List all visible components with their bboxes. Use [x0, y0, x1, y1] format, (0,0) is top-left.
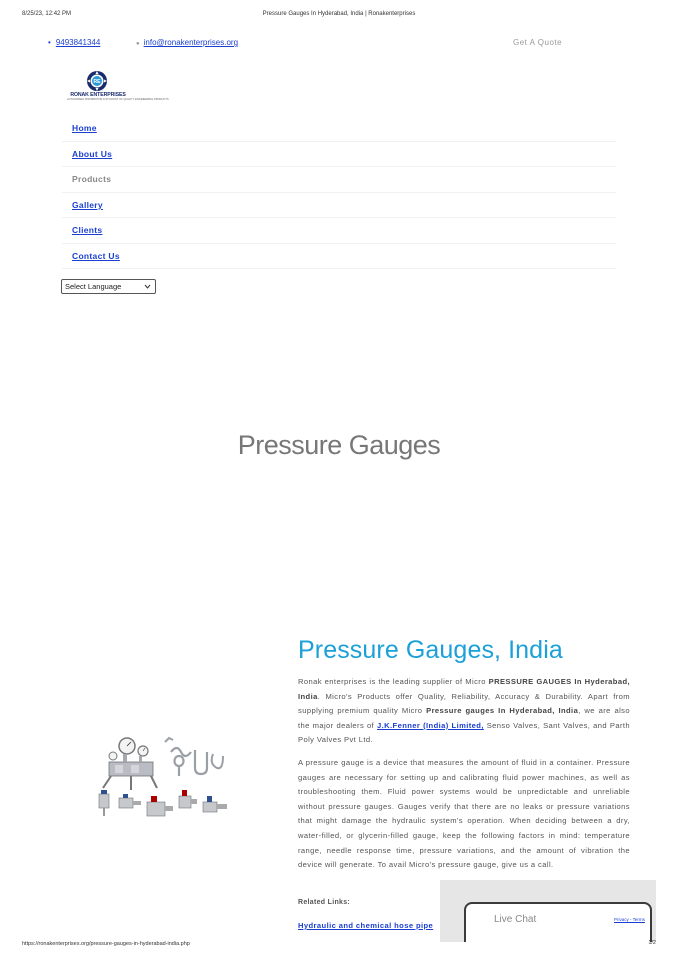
related-link-item [298, 921, 433, 930]
nav-item-clients [62, 218, 616, 244]
pressure-gauges-product-image [95, 732, 235, 832]
email-bullet-icon: ● [136, 41, 140, 47]
nav-item-gallery [62, 193, 616, 219]
hose-pipe-link[interactable]: Hydraulic and chemical hose pipe [298, 921, 434, 930]
nav-item-contact [62, 244, 616, 270]
nav-link-about[interactable]: About Us [72, 148, 113, 159]
nav-item-about [62, 142, 616, 168]
content-heading: Pressure Gauges, India [298, 636, 563, 664]
chevron-down-icon [144, 283, 151, 290]
nav-item-home [62, 116, 616, 142]
phone-link[interactable]: 9493841344 [55, 38, 101, 47]
logo-mark-icon [86, 70, 108, 92]
nav-link-home[interactable]: Home [72, 123, 97, 134]
live-chat-widget[interactable] [440, 880, 656, 942]
intro-paragraph: Ronak enterprises is the leading supplier of Micro PRESSURE GAUGES In Hyderabad, India. Micro's Products offer Quality, Reliability, Accuracy & Durability. Apart from supplying premium quality Micro Pressure gauges In Hyderabad, India, we are also the major dealers of J.K.Fenner (India) Limited, Senso Valves, Sant Valves, and Parth Poly Valves Pvt Ltd. [298, 677, 631, 745]
get-quote-button[interactable]: Get A Quote [513, 38, 563, 47]
print-page-number: 1/2 [648, 940, 656, 946]
logo-brand: RONAK ENTERPRISES [70, 92, 126, 98]
svg-text:RE: RE [93, 79, 101, 85]
live-chat-box[interactable] [464, 902, 652, 942]
phone-bullet-icon: • [48, 38, 51, 47]
language-select-value: Select Language [65, 282, 122, 291]
print-datetime: 8/25/23, 12:42 PM [22, 11, 72, 17]
privacy-terms-link[interactable]: Privacy - Terms [614, 917, 645, 922]
print-page-title: Pressure Gauges In Hyderabad, India | Ronakenterprises [262, 11, 416, 17]
print-url: https://ronakenterprises.org/pressure-gauges-in-hyderabad-india.php [22, 941, 190, 947]
hero-title: Pressure Gauges [237, 430, 441, 460]
contact-bar [0, 38, 678, 50]
nav-link-contact[interactable]: Contact Us [72, 250, 120, 261]
logo-tagline: AUTHORISED DISTRIBUTOR & STOCKIST OF QUALITY ENGINEERING PRODUCTS [67, 98, 169, 101]
site-logo[interactable] [67, 70, 169, 104]
nav-link-products[interactable]: Products [72, 174, 112, 185]
related-links-label: Related Links: [298, 899, 351, 906]
print-footer [22, 940, 662, 948]
fenner-link[interactable]: J.K.Fenner (India) Limited, [377, 720, 484, 730]
main-nav [62, 116, 616, 269]
nav-link-clients[interactable]: Clients [72, 225, 103, 236]
nav-item-products [62, 167, 616, 193]
email-link[interactable]: info@ronakenterprises.org [143, 38, 239, 47]
email-contact [136, 38, 238, 47]
language-select[interactable] [61, 279, 156, 294]
phone-contact [48, 38, 100, 47]
description-paragraph: A pressure gauge is a device that measures the amount of fluid in a container. Pressure gauges are necessary for setting up and calibrating fluid power machines, as well as troubleshooting them. Fluid power systems would be unpredictable and unreliable without pressure gauges. Gauges verify that there are no leaks or pressure variations that might damage the hydraulic system's operation. When deciding between a dry, water-filled, or glycerin-filled gauge, keep the following factors in mind: temperature range, needle response time, pressure variations, and the amount of vibration the device will generate. To avail Micro's pressure gauge, give us a call. [298, 758, 630, 870]
live-chat-label: Live Chat [494, 914, 537, 925]
nav-link-gallery[interactable]: Gallery [72, 199, 103, 210]
